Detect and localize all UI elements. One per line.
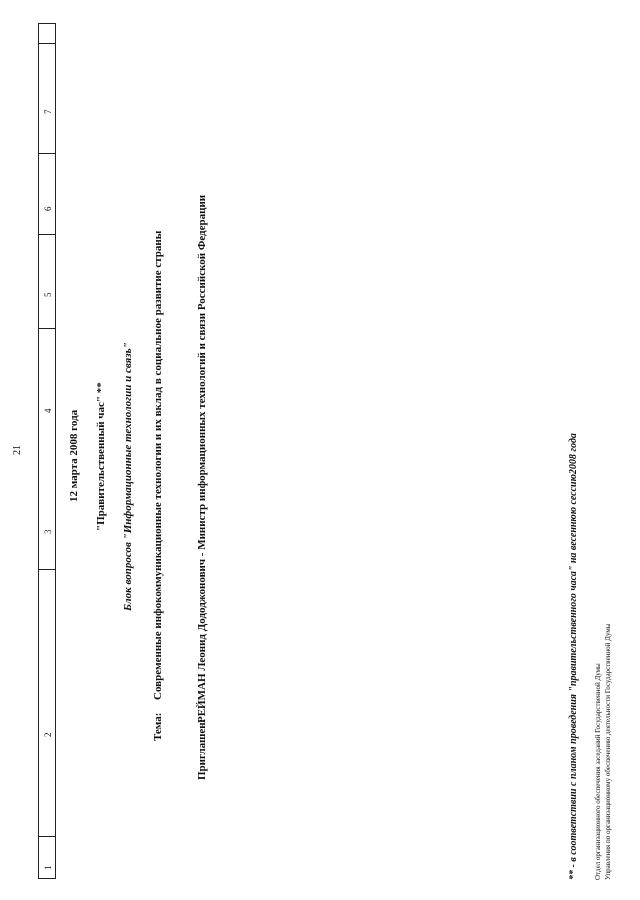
table-divider	[39, 43, 55, 44]
table-divider	[39, 153, 55, 154]
table-divider	[39, 569, 55, 570]
topic-value: Современные инфокоммуникационные технологии и их вклад в социальное развитие страны	[152, 230, 164, 700]
department-line-1: Отдел организационного обеспечения заседаний Государственной Думы	[594, 663, 602, 880]
topic-label: Тема:	[152, 712, 164, 741]
column-number: 4	[43, 408, 53, 413]
department-line-2: Управления по организационному обеспечению деятельности Государственной Думы	[604, 623, 612, 880]
question-block: Блок вопросов "Информационные технологии и связь"	[122, 342, 134, 611]
page-number: 21	[12, 445, 23, 455]
column-number: 1	[43, 865, 53, 870]
invited-value: РЕЙМАН Леонид Дододжонович - Министр информационных технологий и связи Российской Федерации	[196, 194, 208, 723]
footnote: ** - в соответствии с планом проведения "правительственного часа" на весеннюю сессию2008 года	[568, 433, 579, 880]
column-number: 6	[43, 206, 53, 211]
event-title: "Правительственный час" **	[95, 382, 107, 531]
column-number: 5	[43, 292, 53, 297]
column-number-table	[38, 23, 56, 879]
column-number: 7	[43, 109, 53, 114]
column-number: 3	[43, 529, 53, 534]
table-divider	[39, 328, 55, 329]
table-divider	[39, 836, 55, 837]
column-number: 2	[43, 732, 53, 737]
session-date: 12 марта 2008 года	[68, 409, 80, 502]
table-divider	[39, 234, 55, 235]
invited-label: Приглашен:	[196, 718, 208, 780]
